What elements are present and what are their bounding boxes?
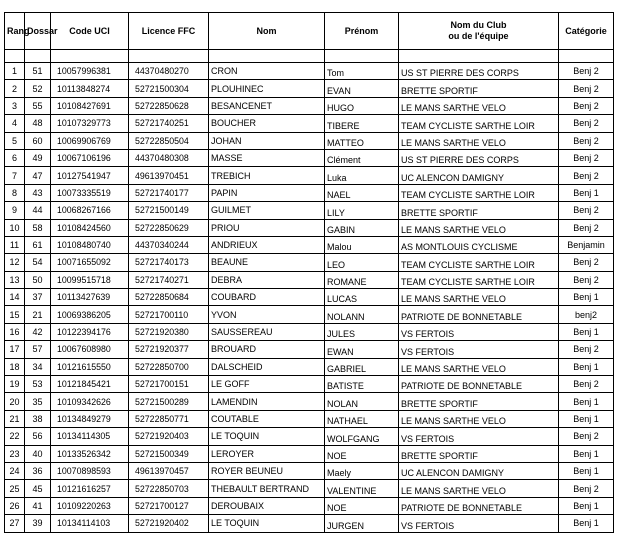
cell-nom: THEBAULT BERTRAND	[209, 480, 325, 497]
cell-dossard: 61	[25, 236, 51, 253]
cell-prenom: MATTEO	[325, 132, 399, 149]
header-club-line2: ou de l'équipe	[448, 31, 509, 41]
header-code-uci: Code UCI	[51, 13, 129, 50]
cell-rang: 5	[5, 132, 25, 149]
cell-code-uci: 10067106196	[51, 149, 129, 166]
cell-licence: 44370480308	[129, 149, 209, 166]
cell-prenom: EWAN	[325, 341, 399, 358]
cell-dossard: 21	[25, 306, 51, 323]
cell-categorie: Benj 2	[559, 271, 614, 288]
cell-club: LE MANS SARTHE VELO	[399, 480, 559, 497]
table-row	[5, 341, 614, 358]
cell-rang: 10	[5, 219, 25, 236]
table-row	[5, 80, 614, 97]
cell-categorie: Benj 2	[559, 132, 614, 149]
cell-categorie: Benj 2	[559, 115, 614, 132]
cell-licence: 52721920402	[129, 515, 209, 532]
cell-rang: 4	[5, 115, 25, 132]
cell-rang: 14	[5, 289, 25, 306]
cell-code-uci: 10108427691	[51, 97, 129, 114]
cell-nom: CRON	[209, 63, 325, 80]
cell-code-uci: 10133526342	[51, 445, 129, 462]
cell-club: VS FERTOIS	[399, 341, 559, 358]
cell-licence: 52721740271	[129, 271, 209, 288]
table-row	[5, 149, 614, 166]
cell-code-uci: 10099515718	[51, 271, 129, 288]
cell-club: TEAM CYCLISTE SARTHE LOIR	[399, 254, 559, 271]
header-licence-ffc: Licence FFC	[129, 13, 209, 50]
cell-rang: 19	[5, 376, 25, 393]
cell-licence: 49613970451	[129, 167, 209, 184]
cell-rang: 3	[5, 97, 25, 114]
cell-nom: LAMENDIN	[209, 393, 325, 410]
cell-code-uci: 10134114305	[51, 428, 129, 445]
table-row	[5, 254, 614, 271]
cell-prenom: VALENTINE	[325, 480, 399, 497]
cell-club: LE MANS SARTHE VELO	[399, 358, 559, 375]
table-row	[5, 445, 614, 462]
cell-dossard: 54	[25, 254, 51, 271]
cell-categorie: Benj 2	[559, 63, 614, 80]
table-row	[5, 202, 614, 219]
cell-rang: 8	[5, 184, 25, 201]
cell-club: BRETTE SPORTIF	[399, 202, 559, 219]
table-row	[5, 462, 614, 479]
cell-nom: LEROYER	[209, 445, 325, 462]
cell-categorie: Benj 2	[559, 480, 614, 497]
cell-prenom: NOE	[325, 497, 399, 514]
cell-club: UC ALENCON DAMIGNY	[399, 167, 559, 184]
cell-club: TEAM CYCLISTE SARTHE LOIR	[399, 271, 559, 288]
cell-nom: MASSE	[209, 149, 325, 166]
cell-prenom: NAEL	[325, 184, 399, 201]
cell-categorie: Benj 1	[559, 184, 614, 201]
cell-prenom: WOLFGANG	[325, 428, 399, 445]
results-table	[4, 12, 614, 533]
table-row	[5, 515, 614, 532]
cell-categorie: Benj 2	[559, 97, 614, 114]
cell-prenom: HUGO	[325, 97, 399, 114]
cell-licence: 52722850629	[129, 219, 209, 236]
header-prenom: Prénom	[325, 13, 399, 50]
table-row	[5, 480, 614, 497]
cell-categorie: Benj 2	[559, 202, 614, 219]
cell-categorie: Benj 1	[559, 445, 614, 462]
cell-dossard: 52	[25, 80, 51, 97]
cell-licence: 52721700151	[129, 376, 209, 393]
cell-club: BRETTE SPORTIF	[399, 80, 559, 97]
cell-code-uci: 10069386205	[51, 306, 129, 323]
cell-code-uci: 10108424560	[51, 219, 129, 236]
cell-categorie: benj2	[559, 306, 614, 323]
header-club-line1: Nom du Club	[450, 20, 507, 30]
cell-nom: BROUARD	[209, 341, 325, 358]
table-row	[5, 271, 614, 288]
cell-nom: DALSCHEID	[209, 358, 325, 375]
cell-rang: 9	[5, 202, 25, 219]
cell-code-uci: 10057996381	[51, 63, 129, 80]
cell-licence: 52721700127	[129, 497, 209, 514]
table-row	[5, 376, 614, 393]
cell-rang: 23	[5, 445, 25, 462]
cell-code-uci: 10121616257	[51, 480, 129, 497]
cell-rang: 22	[5, 428, 25, 445]
table-row	[5, 410, 614, 427]
cell-nom: LE TOQUIN	[209, 428, 325, 445]
cell-rang: 16	[5, 323, 25, 340]
table-row	[5, 115, 614, 132]
cell-nom: PLOUHINEC	[209, 80, 325, 97]
cell-nom: COUTABLE	[209, 410, 325, 427]
cell-categorie: Benj 1	[559, 358, 614, 375]
cell-club: UC ALENCON DAMIGNY	[399, 462, 559, 479]
cell-code-uci: 10134849279	[51, 410, 129, 427]
cell-dossard: 35	[25, 393, 51, 410]
cell-licence: 52721740177	[129, 184, 209, 201]
cell-club: TEAM CYCLISTE SARTHE LOIR	[399, 184, 559, 201]
cell-code-uci: 10109220263	[51, 497, 129, 514]
cell-prenom: NOLANN	[325, 306, 399, 323]
cell-dossard: 44	[25, 202, 51, 219]
cell-code-uci: 10068267166	[51, 202, 129, 219]
cell-prenom: TIBERE	[325, 115, 399, 132]
cell-rang: 20	[5, 393, 25, 410]
cell-licence: 44370480270	[129, 63, 209, 80]
cell-prenom: LILY	[325, 202, 399, 219]
cell-dossard: 43	[25, 184, 51, 201]
cell-dossard: 47	[25, 167, 51, 184]
cell-rang: 21	[5, 410, 25, 427]
cell-code-uci: 10070898593	[51, 462, 129, 479]
cell-prenom: Malou	[325, 236, 399, 253]
table-row	[5, 428, 614, 445]
cell-club: LE MANS SARTHE VELO	[399, 219, 559, 236]
cell-dossard: 49	[25, 149, 51, 166]
cell-categorie: Benj 1	[559, 515, 614, 532]
cell-code-uci: 10107329773	[51, 115, 129, 132]
cell-prenom: Maely	[325, 462, 399, 479]
results-body	[5, 63, 614, 533]
cell-club: VS FERTOIS	[399, 515, 559, 532]
results-sheet	[4, 12, 613, 533]
cell-licence: 52721500349	[129, 445, 209, 462]
cell-dossard: 53	[25, 376, 51, 393]
header-dossard: Dossar	[25, 13, 51, 50]
cell-categorie: Benj 2	[559, 167, 614, 184]
cell-dossard: 40	[25, 445, 51, 462]
cell-categorie: Benj 2	[559, 80, 614, 97]
cell-dossard: 34	[25, 358, 51, 375]
header-nom: Nom	[209, 13, 325, 50]
cell-licence: 52721740251	[129, 115, 209, 132]
cell-nom: LE GOFF	[209, 376, 325, 393]
cell-categorie: Benj 1	[559, 410, 614, 427]
cell-prenom: GABRIEL	[325, 358, 399, 375]
cell-dossard: 56	[25, 428, 51, 445]
cell-categorie: Benj 2	[559, 254, 614, 271]
cell-nom: GUILMET	[209, 202, 325, 219]
cell-categorie: Benj 1	[559, 393, 614, 410]
cell-dossard: 58	[25, 219, 51, 236]
cell-nom: BESANCENET	[209, 97, 325, 114]
cell-licence: 52721500289	[129, 393, 209, 410]
header-row	[5, 13, 614, 50]
cell-licence: 52721920377	[129, 341, 209, 358]
cell-dossard: 50	[25, 271, 51, 288]
cell-prenom: BATISTE	[325, 376, 399, 393]
cell-nom: COUBARD	[209, 289, 325, 306]
cell-club: LE MANS SARTHE VELO	[399, 289, 559, 306]
cell-prenom: NOLAN	[325, 393, 399, 410]
cell-code-uci: 10113848274	[51, 80, 129, 97]
spacer-row	[5, 50, 614, 63]
cell-nom: PAPIN	[209, 184, 325, 201]
table-row	[5, 393, 614, 410]
cell-categorie: Benj 1	[559, 497, 614, 514]
cell-licence: 52721500304	[129, 80, 209, 97]
cell-rang: 12	[5, 254, 25, 271]
cell-club: LE MANS SARTHE VELO	[399, 97, 559, 114]
cell-code-uci: 10069906769	[51, 132, 129, 149]
cell-licence: 52722850684	[129, 289, 209, 306]
cell-prenom: GABIN	[325, 219, 399, 236]
cell-licence: 52722850504	[129, 132, 209, 149]
cell-dossard: 41	[25, 497, 51, 514]
cell-categorie: Benj 2	[559, 219, 614, 236]
table-row	[5, 306, 614, 323]
cell-dossard: 55	[25, 97, 51, 114]
cell-club: VS FERTOIS	[399, 323, 559, 340]
cell-nom: BOUCHER	[209, 115, 325, 132]
cell-rang: 17	[5, 341, 25, 358]
cell-licence: 44370340244	[129, 236, 209, 253]
cell-prenom: Clément	[325, 149, 399, 166]
cell-code-uci: 10067608980	[51, 341, 129, 358]
cell-rang: 6	[5, 149, 25, 166]
cell-dossard: 57	[25, 341, 51, 358]
cell-club: BRETTE SPORTIF	[399, 393, 559, 410]
cell-rang: 24	[5, 462, 25, 479]
cell-prenom: EVAN	[325, 80, 399, 97]
cell-club: VS FERTOIS	[399, 428, 559, 445]
cell-licence: 52721500149	[129, 202, 209, 219]
cell-licence: 52722850703	[129, 480, 209, 497]
cell-club: US ST PIERRE DES CORPS	[399, 149, 559, 166]
table-row	[5, 219, 614, 236]
table-row	[5, 132, 614, 149]
cell-dossard: 60	[25, 132, 51, 149]
header-club	[399, 13, 559, 50]
cell-licence: 52721740173	[129, 254, 209, 271]
cell-club: PATRIOTE DE BONNETABLE	[399, 497, 559, 514]
cell-dossard: 51	[25, 63, 51, 80]
cell-club: LE MANS SARTHE VELO	[399, 410, 559, 427]
cell-dossard: 42	[25, 323, 51, 340]
table-row	[5, 236, 614, 253]
cell-nom: LE TOQUIN	[209, 515, 325, 532]
cell-categorie: Benj 1	[559, 462, 614, 479]
cell-dossard: 45	[25, 480, 51, 497]
cell-nom: ANDRIEUX	[209, 236, 325, 253]
cell-categorie: Benj 2	[559, 341, 614, 358]
cell-prenom: Tom	[325, 63, 399, 80]
cell-categorie: Benj 2	[559, 428, 614, 445]
cell-nom: BEAUNE	[209, 254, 325, 271]
table-row	[5, 167, 614, 184]
cell-rang: 11	[5, 236, 25, 253]
table-row	[5, 63, 614, 80]
cell-nom: DEROUBAIX	[209, 497, 325, 514]
cell-licence: 52721700110	[129, 306, 209, 323]
cell-club: BRETTE SPORTIF	[399, 445, 559, 462]
cell-licence: 52722850628	[129, 97, 209, 114]
table-row	[5, 323, 614, 340]
cell-rang: 13	[5, 271, 25, 288]
cell-club: PATRIOTE DE BONNETABLE	[399, 376, 559, 393]
cell-code-uci: 10113427639	[51, 289, 129, 306]
cell-rang: 7	[5, 167, 25, 184]
table-row	[5, 497, 614, 514]
table-row	[5, 289, 614, 306]
cell-dossard: 36	[25, 462, 51, 479]
cell-categorie: Benj 2	[559, 376, 614, 393]
cell-rang: 2	[5, 80, 25, 97]
cell-licence: 52721920380	[129, 323, 209, 340]
cell-club: AS MONTLOUIS CYCLISME	[399, 236, 559, 253]
header-categorie: Catégorie	[559, 13, 614, 50]
cell-dossard: 39	[25, 515, 51, 532]
cell-code-uci: 10071655092	[51, 254, 129, 271]
cell-prenom: NATHAEL	[325, 410, 399, 427]
cell-categorie: Benj 1	[559, 323, 614, 340]
cell-categorie: Benj 2	[559, 149, 614, 166]
cell-club: US ST PIERRE DES CORPS	[399, 63, 559, 80]
cell-rang: 18	[5, 358, 25, 375]
table-row	[5, 184, 614, 201]
cell-rang: 27	[5, 515, 25, 532]
cell-licence: 52722850771	[129, 410, 209, 427]
cell-rang: 26	[5, 497, 25, 514]
cell-prenom: LUCAS	[325, 289, 399, 306]
cell-prenom: ROMANE	[325, 271, 399, 288]
cell-licence: 52721920403	[129, 428, 209, 445]
cell-nom: YVON	[209, 306, 325, 323]
cell-prenom: NOE	[325, 445, 399, 462]
cell-club: PATRIOTE DE BONNETABLE	[399, 306, 559, 323]
cell-nom: TREBICH	[209, 167, 325, 184]
header-rang: Rang	[5, 13, 25, 50]
cell-prenom: JURGEN	[325, 515, 399, 532]
cell-code-uci: 10109342626	[51, 393, 129, 410]
cell-code-uci: 10121615550	[51, 358, 129, 375]
cell-club: LE MANS SARTHE VELO	[399, 132, 559, 149]
cell-prenom: JULES	[325, 323, 399, 340]
cell-nom: DEBRA	[209, 271, 325, 288]
cell-code-uci: 10127541947	[51, 167, 129, 184]
cell-code-uci: 10122394176	[51, 323, 129, 340]
cell-rang: 15	[5, 306, 25, 323]
cell-nom: JOHAN	[209, 132, 325, 149]
cell-rang: 1	[5, 63, 25, 80]
cell-code-uci: 10134114103	[51, 515, 129, 532]
cell-prenom: LEO	[325, 254, 399, 271]
cell-dossard: 37	[25, 289, 51, 306]
cell-nom: SAUSSEREAU	[209, 323, 325, 340]
cell-dossard: 48	[25, 115, 51, 132]
cell-nom: PRIOU	[209, 219, 325, 236]
cell-code-uci: 10073335519	[51, 184, 129, 201]
table-row	[5, 358, 614, 375]
cell-rang: 25	[5, 480, 25, 497]
cell-dossard: 38	[25, 410, 51, 427]
cell-categorie: Benj 1	[559, 289, 614, 306]
cell-licence: 49613970457	[129, 462, 209, 479]
cell-licence: 52722850700	[129, 358, 209, 375]
cell-club: TEAM CYCLISTE SARTHE LOIR	[399, 115, 559, 132]
cell-prenom: Luka	[325, 167, 399, 184]
cell-code-uci: 10121845421	[51, 376, 129, 393]
table-row	[5, 97, 614, 114]
cell-categorie: Benjamin	[559, 236, 614, 253]
cell-nom: ROYER BEUNEU	[209, 462, 325, 479]
cell-code-uci: 10108480740	[51, 236, 129, 253]
